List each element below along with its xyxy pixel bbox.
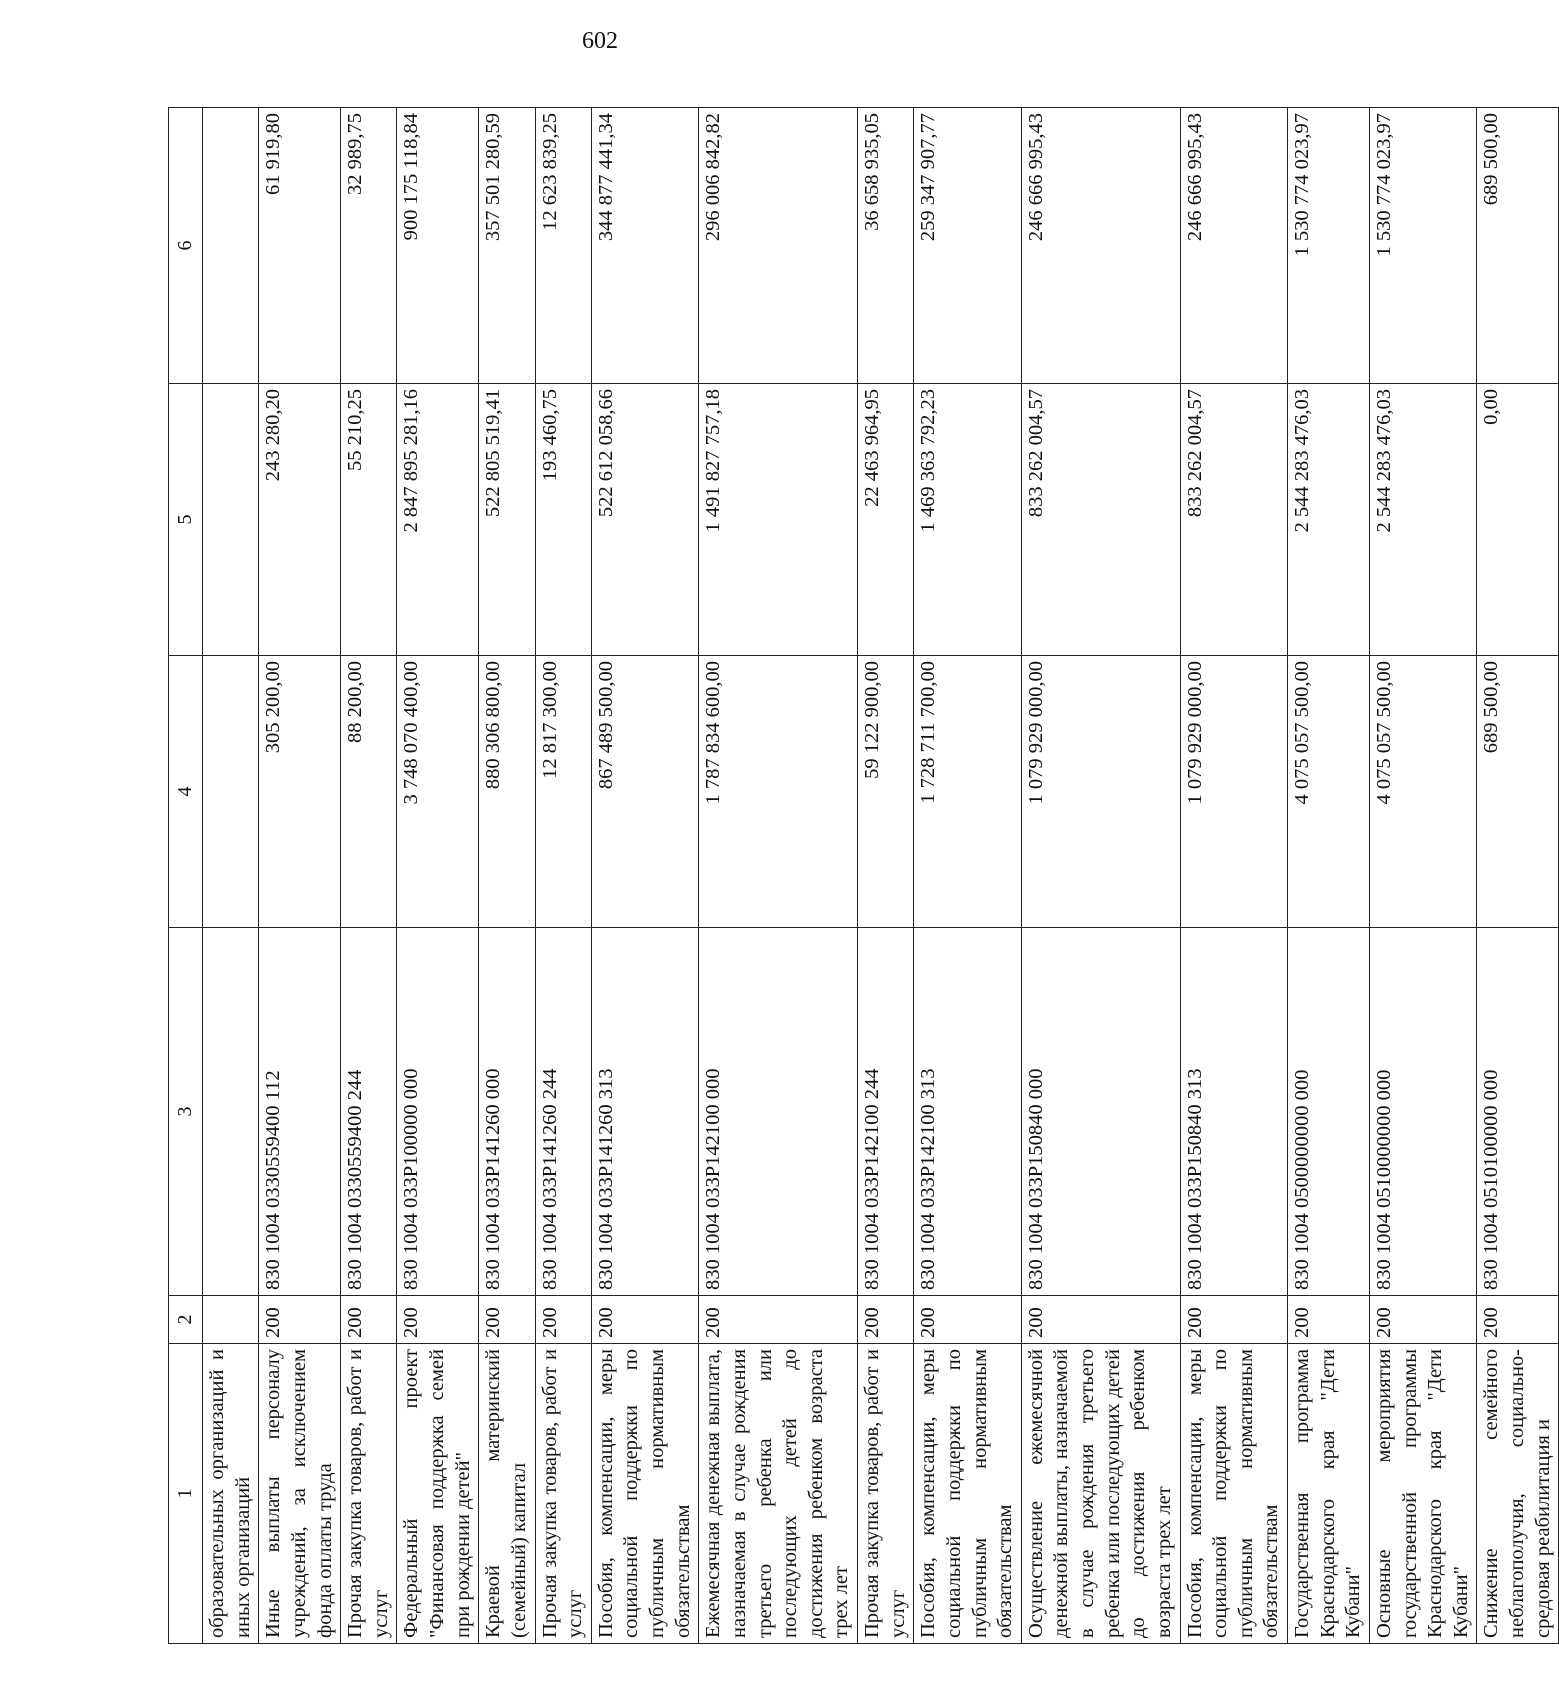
table-row	[259, 108, 341, 1644]
row-value5-cell: 833 262 004,57	[1021, 384, 1180, 656]
table-row	[699, 108, 858, 1644]
row-col2-cell: 200	[1180, 1296, 1288, 1344]
row-name-cell: Пособия, компенсации, меры социальной поддержки по публичным нормативным обязательствам	[914, 1344, 1022, 1644]
row-value6-cell: 246 666 995,43	[1021, 108, 1180, 384]
row-value5-cell: 193 460,75	[535, 384, 591, 656]
row-value5-cell: 55 210,25	[341, 384, 397, 656]
row-value6-cell: 246 666 995,43	[1180, 108, 1288, 384]
budget-table-body	[169, 108, 1559, 1644]
table-row	[203, 108, 259, 1644]
row-col2-cell: 200	[1021, 1296, 1180, 1344]
row-value4-cell: 1 728 711 700,00	[914, 656, 1022, 928]
row-name-cell: Прочая закупка товаров, работ и услуг	[341, 1344, 397, 1644]
row-value6-cell: 32 989,75	[341, 108, 397, 384]
column-header: 2	[169, 1296, 203, 1344]
row-value5-cell: 2 544 283 476,03	[1369, 384, 1477, 656]
row-name-cell: Пособия, компенсации, меры социальной поддержки по публичным нормативным обязательствам	[1180, 1344, 1288, 1644]
row-col2-cell: 200	[858, 1296, 914, 1344]
header-row	[169, 108, 203, 1644]
row-name-cell: Пособия, компенсации, меры социальной поддержки по публичным нормативным обязательствам	[591, 1344, 699, 1644]
row-code-cell	[203, 928, 259, 1296]
row-name-cell: Основные мероприятия государственной программы Краснодарского края "Дети Кубани"	[1369, 1344, 1477, 1644]
row-value5-cell: 522 612 058,66	[591, 384, 699, 656]
table-row	[858, 108, 914, 1644]
row-value6-cell	[203, 108, 259, 384]
column-header: 6	[169, 108, 203, 384]
column-header: 5	[169, 384, 203, 656]
table-row	[341, 108, 397, 1644]
table-row	[1477, 108, 1559, 1644]
row-code-cell: 830 1004 0500000000 000	[1288, 928, 1370, 1296]
row-value4-cell: 1 079 929 000,00	[1180, 656, 1288, 928]
row-name-cell: Ежемесячная денежная выплата, назначаемая в случае рождения третьего ребенка или последующих детей до достижения ребенком возраста трех лет	[699, 1344, 858, 1644]
budget-table	[168, 107, 1559, 1644]
row-code-cell: 830 1004 033P141260 313	[591, 928, 699, 1296]
row-value4-cell: 88 200,00	[341, 656, 397, 928]
row-value6-cell: 900 175 118,84	[397, 108, 479, 384]
row-value4-cell: 3 748 070 400,00	[397, 656, 479, 928]
row-name-cell: Прочая закупка товаров, работ и услуг	[858, 1344, 914, 1644]
row-col2-cell: 200	[479, 1296, 535, 1344]
row-code-cell: 830 1004 033P141260 000	[479, 928, 535, 1296]
row-value5-cell: 1 491 827 757,18	[699, 384, 858, 656]
row-col2-cell: 200	[914, 1296, 1022, 1344]
row-col2-cell: 200	[1477, 1296, 1559, 1344]
row-value5-cell: 243 280,20	[259, 384, 341, 656]
row-value6-cell: 344 877 441,34	[591, 108, 699, 384]
row-code-cell: 830 1004 033P150840 000	[1021, 928, 1180, 1296]
table-row	[1180, 108, 1288, 1644]
row-value4-cell: 880 306 800,00	[479, 656, 535, 928]
row-value6-cell: 259 347 907,77	[914, 108, 1022, 384]
row-name-cell: образовательных организаций и иных организаций	[203, 1344, 259, 1644]
row-value4-cell: 4 075 057 500,00	[1369, 656, 1477, 928]
row-value6-cell: 357 501 280,59	[479, 108, 535, 384]
row-value5-cell: 2 847 895 281,16	[397, 384, 479, 656]
row-col2-cell: 200	[341, 1296, 397, 1344]
row-value6-cell: 36 658 935,05	[858, 108, 914, 384]
row-name-cell: Осуществление ежемесячной денежной выплаты, назначаемой в случае рождения третьего ребенка или последующих детей до достижения ребенком возраста трех лет	[1021, 1344, 1180, 1644]
row-col2-cell: 200	[1288, 1296, 1370, 1344]
row-value5-cell	[203, 384, 259, 656]
row-name-cell: Федеральный проект "Финансовая поддержка семей при рождении детей"	[397, 1344, 479, 1644]
row-value4-cell: 689 500,00	[1477, 656, 1559, 928]
row-name-cell: Прочая закупка товаров, работ и услуг	[535, 1344, 591, 1644]
row-value4-cell: 867 489 500,00	[591, 656, 699, 928]
row-value6-cell: 12 623 839,25	[535, 108, 591, 384]
row-name-cell: Снижение семейного неблагополучия, социально-средовая реабилитация и	[1477, 1344, 1559, 1644]
row-code-cell: 830 1004 033P150840 313	[1180, 928, 1288, 1296]
table-row	[397, 108, 479, 1644]
row-value4-cell: 1 079 929 000,00	[1021, 656, 1180, 928]
row-value6-cell: 1 530 774 023,97	[1288, 108, 1370, 384]
table-row	[591, 108, 699, 1644]
row-value6-cell: 296 006 842,82	[699, 108, 858, 384]
row-value5-cell: 0,00	[1477, 384, 1559, 656]
row-col2-cell: 200	[397, 1296, 479, 1344]
row-value4-cell: 1 787 834 600,00	[699, 656, 858, 928]
column-header: 1	[169, 1344, 203, 1644]
table-rotated-content	[168, 108, 1554, 1644]
row-col2-cell: 200	[591, 1296, 699, 1344]
row-code-cell: 830 1004 033P142100 313	[914, 928, 1022, 1296]
row-col2-cell: 200	[259, 1296, 341, 1344]
row-col2-cell: 200	[1369, 1296, 1477, 1344]
row-name-cell: Иные выплаты персоналу учреждений, за исключением фонда оплаты труда	[259, 1344, 341, 1644]
column-header: 3	[169, 928, 203, 1296]
row-code-cell: 830 1004 0510100000 000	[1477, 928, 1559, 1296]
row-col2-cell	[203, 1296, 259, 1344]
row-value4-cell	[203, 656, 259, 928]
table-row	[1021, 108, 1180, 1644]
row-code-cell: 830 1004 0330559400 112	[259, 928, 341, 1296]
table-row	[1369, 108, 1477, 1644]
row-value4-cell: 305 200,00	[259, 656, 341, 928]
row-code-cell: 830 1004 033P141260 244	[535, 928, 591, 1296]
row-value5-cell: 1 469 363 792,23	[914, 384, 1022, 656]
row-value5-cell: 2 544 283 476,03	[1288, 384, 1370, 656]
row-code-cell: 830 1004 033P100000 000	[397, 928, 479, 1296]
row-value6-cell: 61 919,80	[259, 108, 341, 384]
row-col2-cell: 200	[535, 1296, 591, 1344]
row-value4-cell: 59 122 900,00	[858, 656, 914, 928]
table-row	[479, 108, 535, 1644]
table-row	[914, 108, 1022, 1644]
row-code-cell: 830 1004 033P142100 244	[858, 928, 914, 1296]
row-name-cell: Краевой материнский (семейный) капитал	[479, 1344, 535, 1644]
table-row	[535, 108, 591, 1644]
row-code-cell: 830 1004 033P142100 000	[699, 928, 858, 1296]
row-value5-cell: 22 463 964,95	[858, 384, 914, 656]
row-value5-cell: 833 262 004,57	[1180, 384, 1288, 656]
row-code-cell: 830 1004 0330559400 244	[341, 928, 397, 1296]
column-header: 4	[169, 656, 203, 928]
table-row	[1288, 108, 1370, 1644]
row-value6-cell: 689 500,00	[1477, 108, 1559, 384]
row-value6-cell: 1 530 774 023,97	[1369, 108, 1477, 384]
row-value4-cell: 12 817 300,00	[535, 656, 591, 928]
row-name-cell: Государственная программа Краснодарского края "Дети Кубани"	[1288, 1344, 1370, 1644]
table-rotated-wrapper	[168, 108, 1554, 1644]
page-number: 602	[582, 28, 618, 54]
row-value4-cell: 4 075 057 500,00	[1288, 656, 1370, 928]
row-code-cell: 830 1004 0510000000 000	[1369, 928, 1477, 1296]
row-col2-cell: 200	[699, 1296, 858, 1344]
row-value5-cell: 522 805 519,41	[479, 384, 535, 656]
